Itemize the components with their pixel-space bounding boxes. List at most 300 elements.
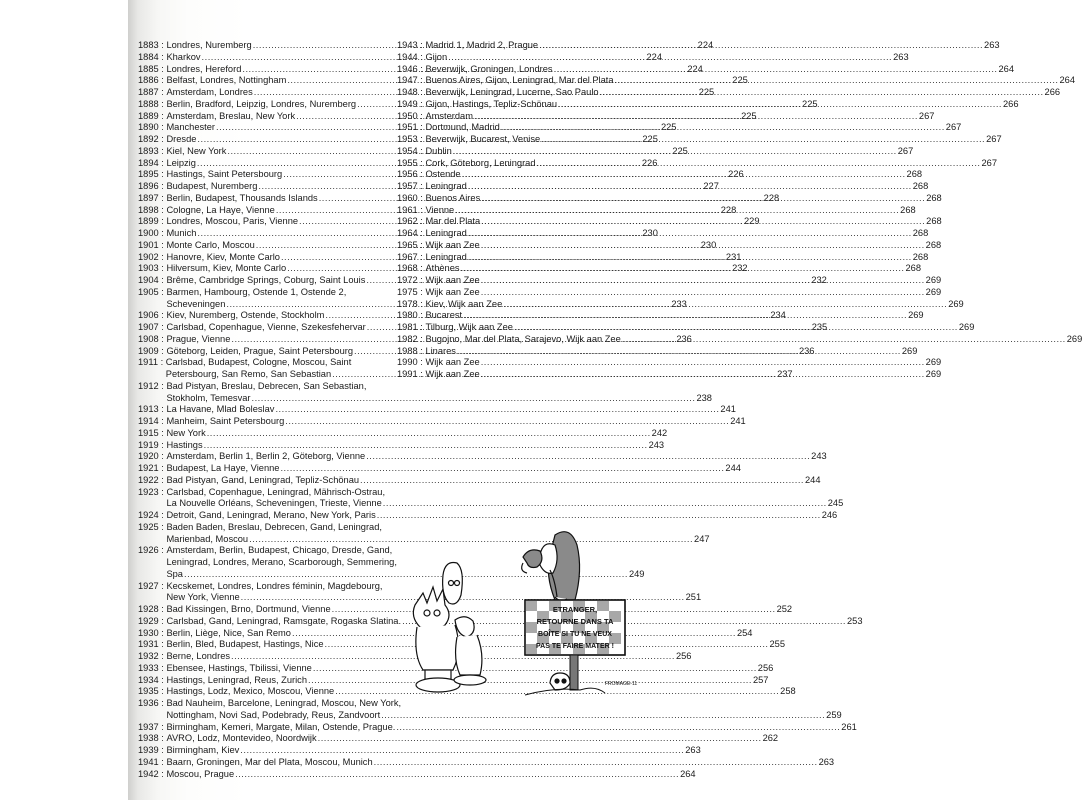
entry-locations: Bad Pistyan, Breslau, Debrecen, San Sebastian, [166, 380, 367, 391]
dot-leader [615, 75, 1059, 87]
entry-locations: Kharkov [166, 51, 201, 62]
entry-locations: Bad Pistyan, Gand, Leningrad, Tepliz-Schönau [166, 474, 360, 485]
entry-locations: Moscou, Prague [166, 768, 235, 779]
entry-page-number: 263 [818, 756, 835, 767]
entry-year: 1911 : [138, 357, 166, 368]
dot-leader [318, 733, 762, 745]
entry-page-number: 269 [958, 322, 975, 332]
entry-page-number: 228 [720, 204, 737, 215]
entry-locations: Berlin, Bradford, Leipzig, Londres, Nuremberg [166, 98, 357, 109]
entry-year: 1913 : [138, 404, 167, 415]
entry-locations: Birmingham, Kiev [166, 745, 240, 755]
entry-locations: Buenos Aires, Gijon, Leningrad, Mar del Plata [425, 75, 614, 86]
entry-locations: Prague, Vienne [166, 333, 231, 344]
entry-page-number: 254 [736, 627, 753, 638]
entry-year: 1934 : [138, 674, 167, 685]
dot-leader [396, 722, 840, 734]
entry-page-number: 267 [897, 145, 914, 156]
dot-leader [481, 357, 925, 369]
entry-locations: Kiev, Nuremberg, Ostende, Stockholm [166, 310, 325, 321]
index-entry [138, 427, 668, 440]
entry-locations: Leningrad, Londres, Merano, Scarborough, Semmering, [166, 557, 397, 567]
dot-leader [481, 240, 925, 252]
entry-locations: Hilversum, Kiev, Monte Carlo [166, 263, 287, 274]
entry-page-number: 264 [1059, 75, 1076, 86]
entry-page-number: 241 [730, 416, 746, 426]
entry-page-number: 269 [925, 369, 942, 379]
entry-page-number: 234 [770, 310, 786, 321]
entry-page-number: 227 [703, 181, 719, 191]
entry-page-number: 224 [697, 40, 714, 50]
dot-leader [448, 52, 892, 64]
entry-year: 1937 : [138, 721, 167, 732]
dot-leader [457, 346, 901, 358]
entry-page-number: 236 [798, 345, 815, 356]
entry-page-number: 251 [685, 592, 702, 603]
entry-locations: Gijon [425, 51, 448, 62]
index-entry [138, 545, 645, 580]
entry-page-number: 236 [676, 333, 692, 344]
entry-locations: Cologne, La Haye, Vienne [166, 204, 275, 215]
dot-leader [235, 769, 679, 781]
entry-page-number: 269 [948, 298, 964, 309]
entry-year: 1907 : [138, 322, 167, 332]
entry-locations: Stokholm, Temesvar [166, 392, 251, 403]
entry-year: 1990 : [397, 357, 426, 368]
entry-year: 1978 : [397, 298, 426, 309]
entry-locations: Carlsbad, Copenhague, Vienne, Szekesfehervar [166, 322, 366, 332]
entry-year: 1926 : [138, 545, 167, 556]
entry-locations: Wijk aan Zee [425, 275, 480, 285]
dot-leader [453, 146, 897, 158]
entry-locations: Londres, Moscou, Paris, Vienne [166, 216, 299, 227]
entry-page-number: 264 [998, 63, 1015, 74]
entry-page-number: 266 [1003, 98, 1019, 109]
entry-page-number: 224 [687, 63, 703, 74]
index-entry [138, 662, 774, 675]
entry-page-number: 249 [628, 568, 645, 579]
entry-locations: Beverwijk, Leningrad, Lucerne, Sao Paulo [425, 87, 599, 97]
index-entry [138, 451, 827, 463]
entry-locations: Hastings, Saint Petersbourg [166, 169, 283, 180]
entry-year: 1960 : [397, 192, 426, 203]
entry-year: 1885 : [138, 63, 167, 74]
entry-page-number: 230 [642, 228, 658, 238]
entry-locations: Bad Nauheim, Barcelone, Leningrad, Moscou, New York, [166, 698, 402, 708]
sign-text-line-3: BOÎTE SI TU NE VEUX [538, 631, 612, 638]
entry-page-number: 244 [805, 474, 821, 485]
skull-icon [550, 673, 570, 690]
entry-page-number: 225 [698, 87, 715, 97]
entry-year: 1895 : [138, 169, 167, 180]
entry-page-number: 225 [660, 122, 677, 133]
entry-page-number: 232 [811, 275, 827, 285]
entry-page-number: 268 [912, 251, 929, 262]
entry-year: 1904 : [138, 275, 167, 285]
index-entry [138, 698, 842, 722]
entry-year: 1980 : [397, 310, 426, 321]
entry-year: 1942 : [138, 768, 167, 779]
dot-leader [600, 87, 1044, 99]
entry-locations: Manheim, Saint Petersbourg [166, 416, 285, 426]
entry-locations: Ebensee, Hastings, Tbilissi, Vienne [166, 662, 312, 673]
entry-locations: Berlin, Budapest, Thousands Islands [166, 192, 318, 203]
entry-locations: Dublin [425, 145, 452, 156]
index-entry [138, 721, 857, 734]
entry-locations: Manchester [166, 122, 216, 133]
entry-year: 1981 : [397, 322, 426, 332]
entry-page-number: 263 [984, 40, 1000, 50]
index-entry [138, 768, 696, 781]
entry-page-number: 242 [651, 427, 668, 438]
entry-year: 1906 : [138, 310, 167, 321]
dot-leader [207, 428, 651, 440]
index-entry [138, 416, 746, 428]
entry-locations: Göteborg, Leiden, Prague, Saint Petersbourg [166, 345, 354, 356]
entry-locations: Dortmund, Madrid [425, 122, 500, 133]
entry-locations: Dresde [166, 134, 197, 144]
dot-leader [275, 404, 719, 416]
dot-leader [481, 216, 925, 228]
index-entry [138, 745, 701, 757]
entry-page-number: 268 [912, 228, 929, 238]
entry-locations: Wijk aan Zee [425, 286, 480, 297]
entry-page-number: 229 [744, 216, 760, 227]
dot-leader [455, 205, 899, 217]
index-entry [397, 357, 942, 369]
entry-year: 1943 : [397, 40, 426, 50]
entry-page-number: 269 [925, 286, 942, 297]
dot-leader [468, 181, 912, 193]
entry-locations: New York [166, 427, 206, 438]
index-entry [138, 580, 702, 605]
entry-year: 1905 : [138, 286, 167, 297]
entry-locations: Leningrad [425, 228, 467, 238]
entry-page-number: 259 [826, 709, 842, 720]
entry-page-number: 263 [893, 51, 909, 62]
dot-leader [252, 393, 696, 405]
entry-page-number: 225 [802, 98, 818, 109]
entry-locations: Tilburg, Wijk aan Zee [425, 322, 513, 332]
sign-post [570, 655, 578, 690]
entry-page-number: 256 [757, 662, 774, 673]
entry-locations: Leningrad [425, 181, 467, 191]
cartoon-illustration [405, 525, 640, 700]
entry-page-number: 247 [694, 533, 710, 544]
entry-year: 1961 : [397, 204, 426, 215]
entry-page-number: 253 [847, 615, 863, 626]
entry-year: 1956 : [397, 169, 426, 180]
entry-year: 1924 : [138, 510, 167, 520]
dot-leader [204, 440, 648, 452]
entry-locations: Berne, Londres [166, 651, 231, 661]
entry-page-number: 226 [641, 157, 658, 168]
entry-page-number: 268 [925, 239, 942, 250]
entry-year: 1933 : [138, 662, 167, 673]
entry-year: 1967 : [397, 251, 426, 262]
entry-locations: Wijk aan Zee [425, 239, 480, 250]
entry-page-number: 226 [728, 169, 744, 180]
dot-leader [462, 169, 906, 181]
dot-leader [474, 111, 918, 123]
entry-locations: Hanovre, Kiev, Monte Carlo [166, 251, 280, 262]
dot-leader [481, 275, 925, 287]
entry-page-number: 268 [912, 181, 929, 191]
entry-year: 1915 : [138, 427, 167, 438]
entry-page-number: 269 [901, 345, 918, 356]
dot-leader [463, 310, 907, 322]
index-entry [138, 463, 741, 475]
entry-locations: Carlsbad, Gand, Leningrad, Ramsgate, Rogaska Slatina. [166, 615, 402, 626]
entry-locations: Wijk aan Zee [425, 369, 480, 379]
entry-locations: Madrid 1, Madrid 2, Prague [425, 40, 539, 50]
sign-text-line-2: RETOURNE DANS TA [536, 617, 614, 626]
entry-page-number: 230 [700, 239, 717, 250]
entry-locations: Beverwijk, Groningen, Londres [425, 63, 553, 74]
entry-locations: Budapest, La Haye, Vienne [166, 463, 280, 473]
dot-leader [481, 193, 925, 205]
entry-year: 1893 : [138, 145, 167, 156]
entry-year: 1909 : [138, 345, 167, 356]
entry-year: 1922 : [138, 474, 167, 485]
entry-page-number: 266 [1044, 87, 1061, 97]
entry-locations: Athènes [425, 263, 460, 274]
entry-year: 1954 : [397, 145, 426, 156]
entry-year: 1982 : [397, 333, 426, 344]
entry-page-number: 228 [763, 192, 780, 203]
dot-leader [541, 134, 985, 146]
entry-locations: Amsterdam, Berlin, Budapest, Chicago, Dresde, Gand, [166, 545, 393, 556]
entry-year: 1951 : [397, 122, 426, 133]
entry-year: 1901 : [138, 239, 167, 250]
dot-leader [377, 510, 821, 522]
index-entry [138, 521, 710, 546]
entry-locations: Baarn, Groningen, Mar del Plata, Moscou, Munich [166, 756, 373, 767]
entry-locations: Linares [425, 345, 456, 356]
entry-locations: Carlsbad, Budapest, Cologne, Moscou, Saint [165, 357, 352, 368]
entry-locations: Cork, Göteborg, Leningrad [425, 157, 536, 168]
entry-page-number: 269 [925, 275, 942, 285]
entry-page-number: 225 [672, 145, 688, 156]
entry-year: 1900 : [138, 228, 167, 238]
entry-locations: La Nouvelle Orléans, Scheveningen, Trieste, Vienne [166, 498, 382, 509]
entry-page-number: 233 [671, 298, 687, 309]
entry-page-number: 255 [769, 639, 786, 650]
entry-locations: Nottingham, Novi Sad, Podebrady, Reus, Zandvoort [166, 709, 381, 720]
entry-year: 1932 : [138, 651, 167, 661]
entry-year: 1925 : [138, 521, 167, 532]
entry-page-number: 267 [986, 134, 1002, 144]
entry-locations: Hastings, Lodz, Mexico, Moscou, Vienne [166, 686, 335, 697]
entry-page-number: 257 [752, 674, 769, 685]
entry-locations: Budapest, Nuremberg [166, 181, 258, 191]
entry-year: 1938 : [138, 733, 167, 744]
dot-leader [539, 40, 983, 52]
entry-year: 1935 : [138, 686, 167, 697]
entry-year: 1923 : [138, 486, 167, 497]
entry-page-number: 256 [675, 651, 692, 661]
dot-leader [366, 451, 810, 463]
entry-page-number: 267 [918, 110, 935, 121]
entry-locations: Belfast, Londres, Nottingham [166, 75, 287, 86]
entry-page-number: 267 [981, 157, 997, 168]
entry-locations: New York, Vienne [166, 592, 240, 603]
entry-locations: Scheveningen [166, 298, 226, 309]
entry-locations: Gijon, Hastings, Tepliz-Schönau [425, 98, 558, 109]
entry-year: 1899 : [138, 216, 167, 227]
dot-leader [280, 463, 724, 475]
entry-year: 1897 : [138, 192, 167, 203]
entry-year: 1972 : [397, 275, 426, 285]
entry-year: 1921 : [138, 463, 167, 473]
entry-locations: Bad Kissingen, Brno, Dortmund, Vienne [166, 604, 331, 614]
entry-year: 1914 : [138, 416, 167, 426]
entry-locations: Hastings [166, 439, 203, 450]
entry-locations: Londres, Hereford [166, 63, 242, 74]
entry-page-number: 243 [811, 451, 827, 462]
entry-locations: Kiev, Wijk aan Zee [425, 298, 503, 309]
entry-page-number: 268 [926, 192, 942, 203]
artist-signature: FROMAGE-11 [605, 681, 638, 687]
entry-year: 1957 : [397, 181, 426, 191]
entry-year: 1928 : [138, 604, 167, 614]
entry-page-number: 264 [680, 768, 696, 779]
entry-year: 1936 : [138, 698, 167, 708]
entry-year: 1902 : [138, 251, 167, 262]
entry-page-number: 235 [811, 322, 828, 332]
dot-leader [374, 757, 818, 769]
entry-year: 1890 : [138, 122, 167, 133]
entry-page-number: 244 [725, 463, 741, 473]
entry-locations: Barmen, Hambourg, Ostende 1, Ostende 2, [166, 286, 347, 297]
entry-year: 1947 : [397, 75, 426, 86]
entry-year: 1912 : [138, 380, 167, 391]
entry-year: 1896 : [138, 181, 167, 191]
dot-leader [481, 287, 925, 299]
entry-page-number: 252 [776, 604, 793, 614]
entry-locations: Mar del Plata [425, 216, 481, 227]
entry-year: 1886 : [138, 75, 167, 86]
entry-page-number: 232 [732, 263, 748, 274]
entry-page-number: 262 [762, 733, 779, 744]
index-entry [138, 486, 844, 511]
entry-year: 1889 : [138, 110, 167, 121]
entry-page-number: 238 [696, 392, 712, 403]
dot-leader [558, 99, 1002, 111]
entry-year: 1988 : [397, 345, 426, 356]
entry-page-number: 246 [821, 510, 838, 520]
entry-year: 1962 : [397, 216, 426, 227]
entry-page-number: 269 [908, 310, 924, 321]
entry-year: 1898 : [138, 204, 167, 215]
sign-text-line-1: ETRANGER, [552, 605, 598, 614]
entry-page-number: 268 [905, 263, 922, 274]
dot-leader [381, 710, 825, 722]
entry-page-number: 225 [732, 75, 748, 86]
entry-page-number: 243 [648, 439, 665, 450]
entry-year: 1883 : [138, 40, 167, 50]
dot-leader [622, 334, 1066, 346]
entry-locations: Brême, Cambridge Springs, Coburg, Saint Louis [166, 275, 366, 285]
entry-year: 1920 : [138, 451, 167, 462]
index-entry [138, 474, 821, 487]
dot-leader [383, 498, 827, 510]
entry-page-number: 245 [827, 498, 844, 509]
entry-year: 1888 : [138, 98, 167, 109]
entry-page-number: 268 [906, 169, 923, 180]
entry-year: 1955 : [397, 157, 426, 168]
index-entry [397, 286, 942, 299]
entry-year: 1892 : [138, 134, 167, 144]
entry-locations: La Havane, Mlad Boleslav [166, 404, 275, 415]
dot-leader [503, 299, 947, 311]
entry-locations: Kiel, New York [166, 145, 227, 156]
entry-locations: Bucarest [425, 310, 463, 321]
entry-year: 1948 : [397, 87, 426, 97]
vulture-icon [522, 532, 580, 601]
index-entry [138, 404, 736, 416]
entry-locations: Leningrad [425, 251, 467, 262]
entry-locations: Detroit, Gand, Leningrad, Merano, New York, Paris [166, 510, 376, 520]
entry-year: 1964 : [397, 228, 426, 238]
entry-year: 1884 : [138, 51, 167, 62]
index-entry [138, 510, 838, 522]
entry-year: 1930 : [138, 627, 167, 638]
entry-locations: Amsterdam, Berlin 1, Berlin 2, Göteborg, Vienne [166, 451, 366, 462]
entry-page-number: 241 [720, 404, 736, 415]
entry-page-number: 261 [841, 721, 857, 732]
entry-locations: Baden Baden, Breslau, Debrecen, Gand, Leningrad, [166, 521, 382, 532]
entry-page-number: 269 [925, 357, 942, 368]
dot-leader [554, 64, 998, 76]
entry-locations: Marienbad, Moscou [166, 533, 249, 544]
dot-leader [537, 158, 981, 170]
entry-year: 1929 : [138, 615, 167, 626]
entry-page-number: 231 [725, 251, 742, 262]
entry-locations: Berlin, Bled, Budapest, Hastings, Nice [166, 639, 324, 650]
entry-locations: Kecskemet, Londres, Londres féminin, Magdebourg, [166, 580, 383, 591]
entry-year: 1944 : [397, 51, 426, 62]
entry-year: 1908 : [138, 333, 167, 344]
entry-year: 1975 : [397, 286, 426, 297]
dot-leader [461, 263, 905, 275]
entry-locations: Munich [166, 228, 197, 238]
entry-locations: Spa [166, 568, 183, 579]
entry-page-number: 268 [900, 204, 916, 215]
entry-locations: Beverwijk, Bucarest, Venise [425, 134, 541, 144]
index-entry [138, 439, 665, 452]
entry-locations: Hastings, Leningrad, Reus, Zurich [166, 674, 307, 685]
entry-year: 1950 : [397, 110, 426, 121]
entry-year: 1949 : [397, 98, 426, 109]
entry-locations: Amsterdam [425, 110, 473, 121]
entry-year: 1931 : [138, 639, 167, 650]
dot-leader [360, 475, 804, 487]
entry-year: 1919 : [138, 439, 167, 450]
entry-locations: Petersbourg, San Remo, San Sebastian [165, 369, 332, 379]
entry-locations: Amsterdam, Breslau, New York [166, 110, 296, 121]
index-entry [138, 756, 835, 769]
entry-year: 1894 : [138, 157, 167, 168]
entry-locations: Birmingham, Kemeri, Margate, Milan, Ostende, Prague. [166, 721, 396, 732]
index-entry [138, 733, 779, 745]
sign-text-line-4: PAS TE FAIRE MATER ! [536, 643, 614, 650]
index-entry [138, 686, 796, 698]
sign-board [525, 600, 625, 655]
entry-locations: Ostende [425, 169, 461, 180]
entry-page-number: 225 [741, 110, 757, 121]
entry-year: 1941 : [138, 756, 167, 767]
